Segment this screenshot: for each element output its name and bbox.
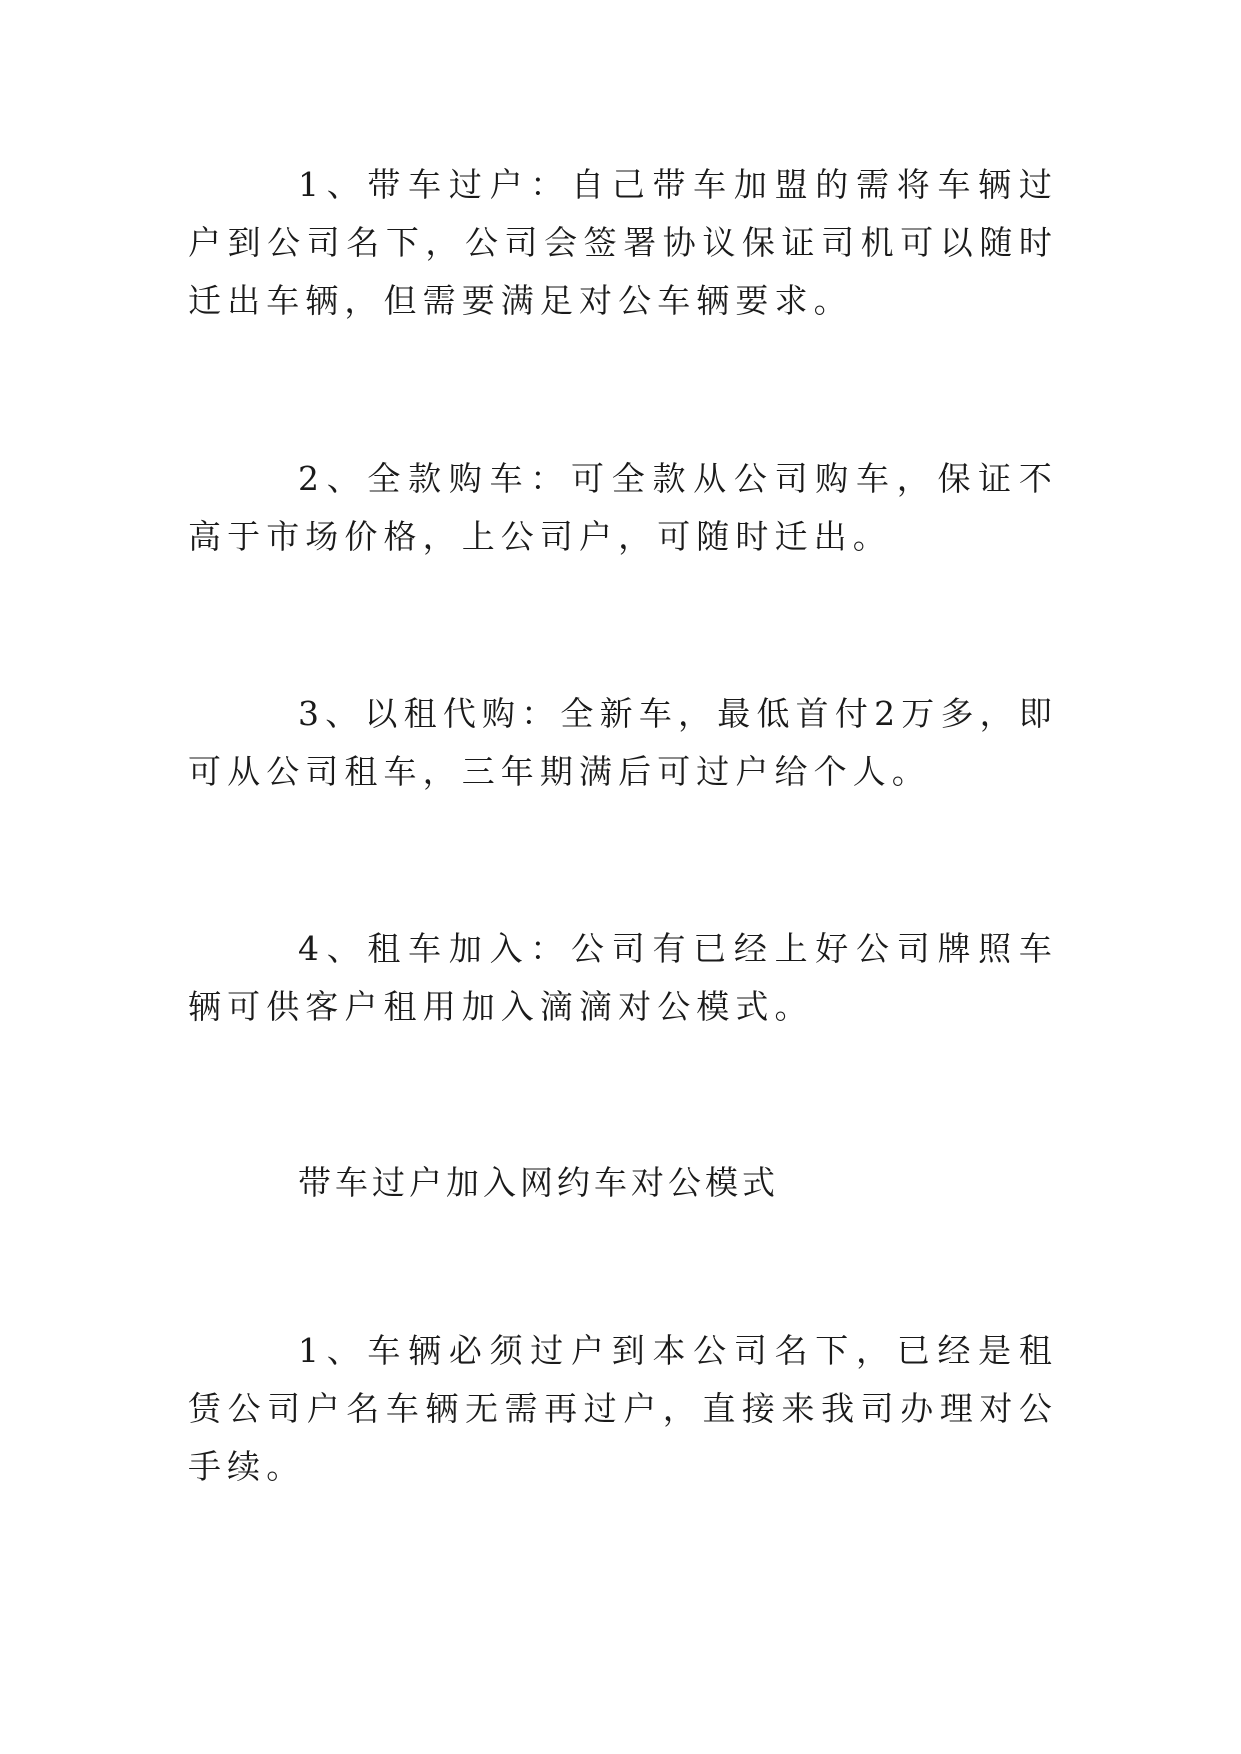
paragraph-full-payment-purchase: 2、全款购车：可全款从公司购车，保证不高于市场价格，上公司户，可随时迁出。 bbox=[188, 459, 1058, 556]
paragraph-transfer-requirement: 1、车辆必须过户到本公司名下，已经是租赁公司户名车辆无需再过户，直接来我司办理对公手续。 bbox=[188, 1331, 1058, 1486]
paragraph-lease-to-own: 3、以租代购：全新车，最低首付2万多，即可从公司租车，三年期满后可过户给个人。 bbox=[188, 694, 1058, 791]
paragraph-rent-and-join: 4、租车加入：公司有已经上好公司牌照车辆可供客户租用加入滴滴对公模式。 bbox=[188, 929, 1058, 1026]
paragraph-with-car-transfer: 1、带车过户：自己带车加盟的需将车辆过户到公司名下，公司会签署协议保证司机可以随时迁出车辆，但需要满足对公车辆要求。 bbox=[188, 165, 1058, 320]
section-heading: 带车过户加入网约车对公模式 bbox=[298, 1163, 779, 1202]
